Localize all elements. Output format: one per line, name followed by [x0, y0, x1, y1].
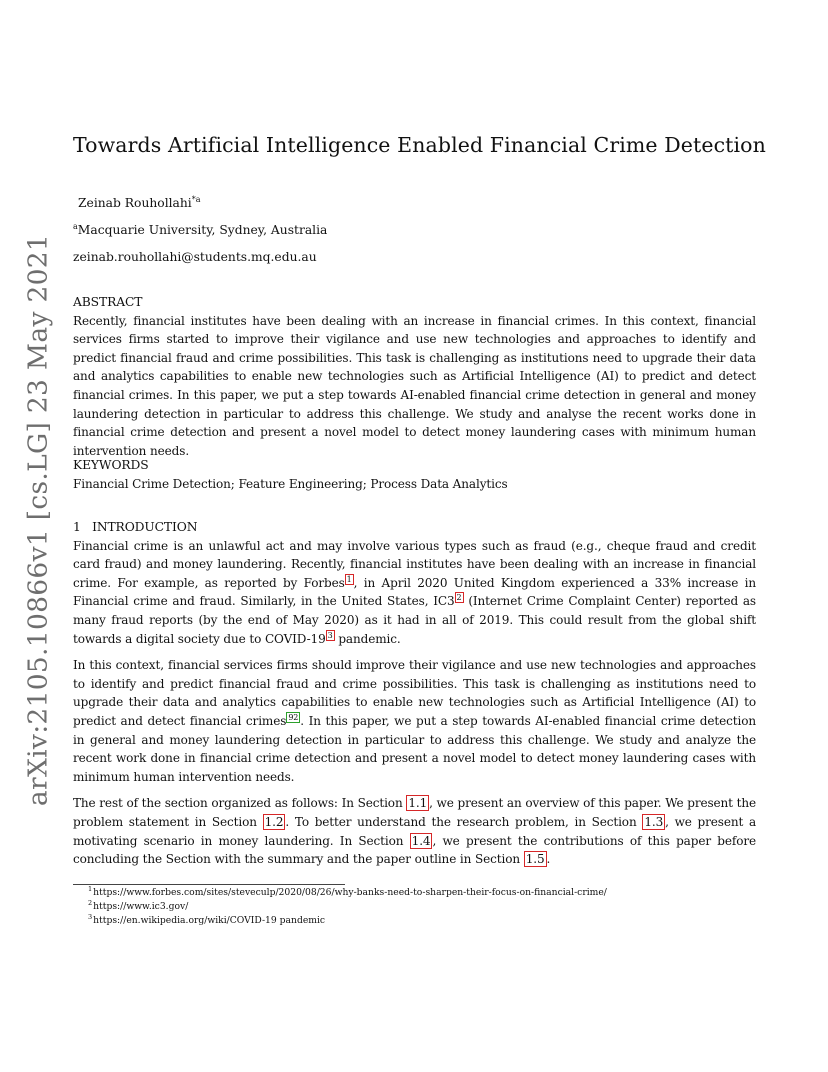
keywords-section	[73, 456, 756, 493]
intro-paragraph-2: In this context, financial services firms should improve their vigilance and use new technologies and approaches to identify and predict financial fraud and crime possibilities. This task is challenging as institutions need to upgrade their data and analytics capabilities to enable new technologies such as Artificial Intelligence (AI) to predict and detect financial crimes $^{92}$ . In this paper, we put a step towards AI-enabled financial crime detection in general and money laundering detection in particular to address this challenge. We study and analyze the recent work done in financial crime detection and present a novel model to detect money laundering cases with minimum human intervention needs.	[73, 658, 756, 784]
affiliation-text: Macquarie University, Sydney, Australia	[77, 223, 328, 237]
section-ref-1-4[interactable]: 1.4	[411, 833, 431, 848]
footnote-3-url[interactable]: https://en.wikipedia.org/wiki/COVID-19 pandemic	[93, 915, 326, 926]
section-ref-1-3[interactable]: 1.3	[644, 814, 664, 829]
abstract-section	[73, 293, 756, 460]
author-name: Zeinab Rouhollahi	[78, 196, 192, 210]
introduction-heading	[73, 518, 756, 537]
footnote-2: $^2$https://www.ic3.gov/	[88, 898, 189, 912]
introduction-section	[73, 518, 756, 869]
section-ref-1-1[interactable]: 1.1	[408, 796, 428, 811]
footnote-link-3[interactable]: 3	[327, 630, 333, 640]
section-number: 1	[73, 520, 81, 534]
abstract-text: Recently, financial institutes have been dealing with an increase in financial crimes. In this context, financial services firms started to improve their vigilance and use new technologies and approaches to identify and predict financial fraud and crime possibilities. This task is challenging as institutions need to upgrade their data and analytics capabilities to enable new technologies such as Artificial Intelligence (AI) to predict and detect financial crimes. In this paper, we put a step towards AI-enabled financial crime detection in general and money laundering detection in particular to address this challenge. We study and analyse the recent works done in financial crime detection and present a novel model to detect money laundering cases with minimum human intervention needs.	[73, 313, 756, 458]
author-email: zeinab.rouhollahi@students.mq.edu.au	[73, 250, 317, 264]
footnote-1: $^1$https://www.forbes.com/sites/steveculp/2020/08/26/why-banks-need-to-sharpen-their-focus-on-financial-crime/	[88, 884, 607, 898]
footnote-3: $^3$https://en.wikipedia.org/wiki/COVID-19 pandemic	[88, 912, 326, 926]
author-marks: *a	[191, 194, 201, 204]
footnote-1-url[interactable]: https://www.forbes.com/sites/steveculp/2020/08/26/why-banks-need-to-sharpen-their-focus-on-financial-crime/	[93, 887, 607, 898]
section-title: INTRODUCTION	[92, 520, 198, 534]
keywords-text: Financial Crime Detection; Feature Engineering; Process Data Analytics	[73, 476, 508, 491]
footnote-2-url[interactable]: https://www.ic3.gov/	[93, 901, 189, 912]
intro-paragraph-1: Financial crime is an unlawful act and may involve various types such as fraud (e.g., cheque fraud and credit card fraud) and money laundering. Recently, financial institutes have been dealing with an increase in financial crime. For example, as reported by Forbes $^1$ , in April 2020 United Kingdom experienced a 33% increase in Financial crime and fraud. Similarly, in the United States, IC3 $^2$ (Internet Crime Complaint Center) reported as many fraud reports (by the end of May 2020) as it had in all of 2019. This could result from the global shift towards a digital society due to COVID-19 $^3$ pandemic.	[73, 538, 756, 646]
intro-paragraph-3: The rest of the section organized as follows: In Section 1.1 , we present an overview of this paper. We present the problem statement in Section 1.2 . To better understand the research problem, in Section 1.3 , we present a motivating scenario in money laundering. In Section 1.4 , we present the contributions of this paper before concluding the Section with the summary and the paper outline in Section 1.5 .	[73, 796, 757, 867]
author-line	[78, 196, 761, 210]
section-ref-1-5[interactable]: 1.5	[525, 852, 545, 867]
abstract-heading: ABSTRACT	[73, 295, 143, 309]
footnote-link-1[interactable]: 1	[346, 574, 352, 584]
keywords-heading: KEYWORDS	[73, 458, 149, 472]
section-ref-1-2[interactable]: 1.2	[264, 814, 284, 829]
footnote-link-2[interactable]: 2	[456, 593, 462, 603]
footnote-rule	[73, 884, 345, 885]
affiliation	[73, 223, 756, 237]
citation-link[interactable]: 92	[288, 712, 299, 722]
arxiv-sidebar-stamp	[20, 233, 56, 807]
affiliation-mark: a	[73, 221, 78, 231]
arxiv-identifier: arXiv:2105.10866v1 [cs.LG] 23 May 2021	[22, 233, 54, 807]
paper-title: Towards Artificial Intelligence Enabled Financial Crime Detection	[73, 133, 766, 157]
